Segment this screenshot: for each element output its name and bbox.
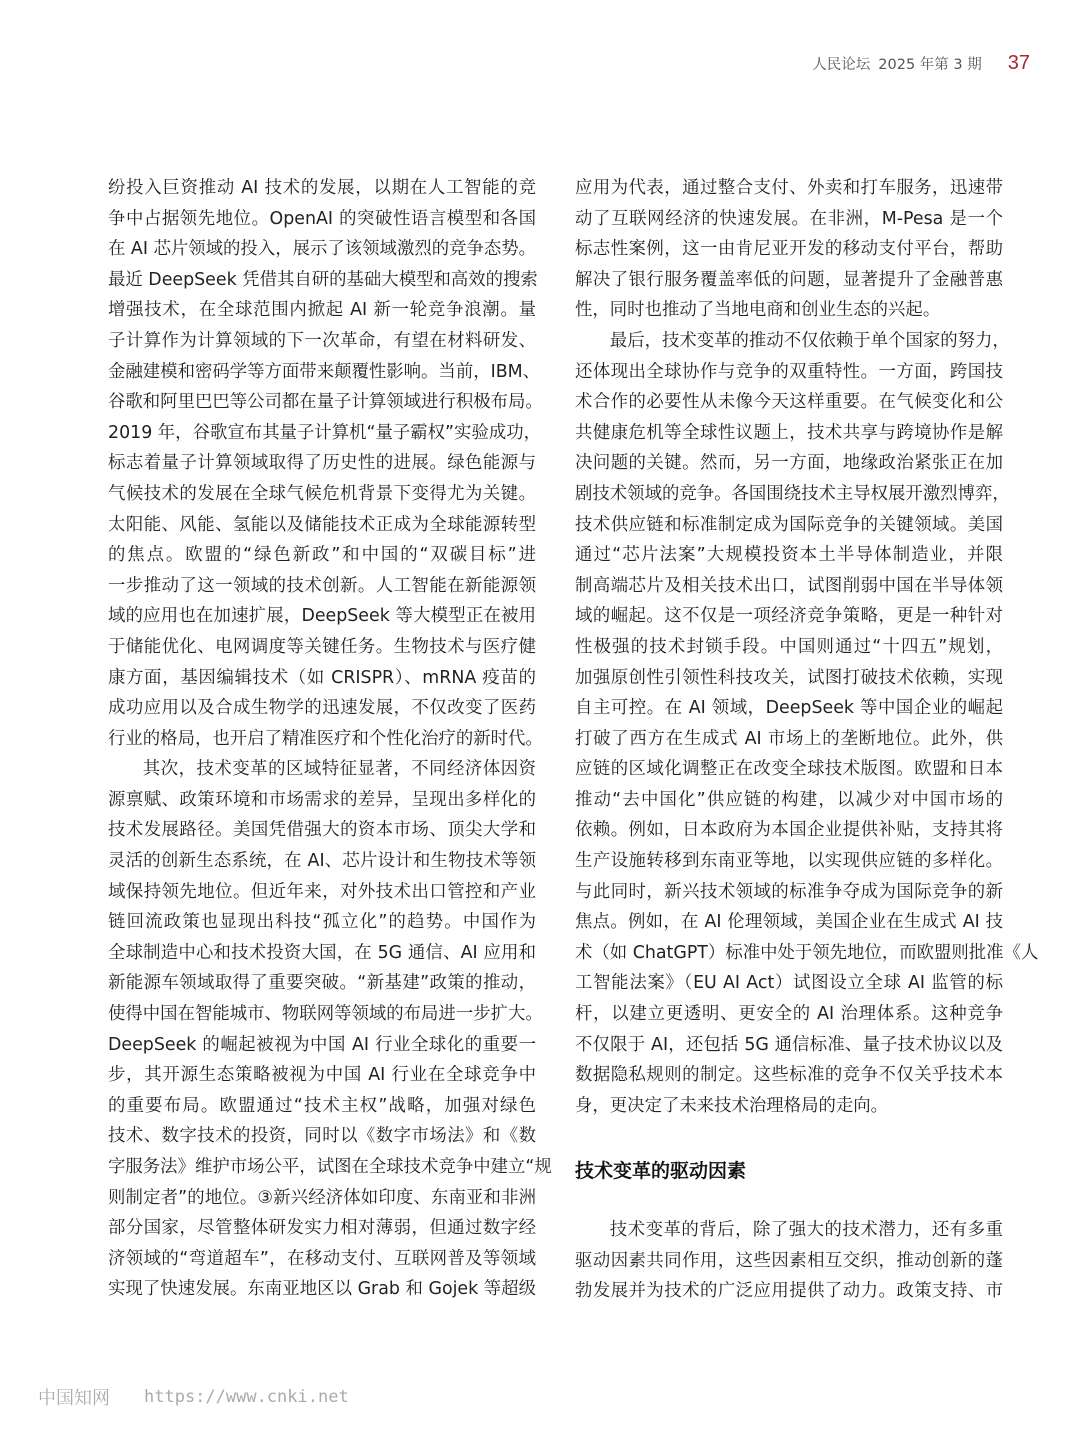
text-line: 应链的区域化调整正在改变全球技术版图。欧盟和日本: [575, 759, 1003, 780]
text-line: 最后，技术变革的推动不仅依赖于单个国家的努力，: [609, 330, 1010, 351]
text-line: 技术变革的背后，除了强大的技术潜力，还有多重: [609, 1220, 1003, 1240]
text-line: 推动“去中国化”供应链的构建，以减少对中国市场的: [575, 789, 1003, 810]
text-line: 决问题的关键。然而，另一方面，地缘政治紧张正在加: [575, 453, 1003, 474]
text-line: 字服务法》维护市场公平，试图在全球技术竞争中建立“规: [108, 1157, 552, 1177]
text-line: 的重要布局。欧盟通过“技术主权”战略，加强对绿色: [108, 1095, 536, 1116]
text-line: 剧技术领域的竞争。各国围绕技术主导权展开激烈博弈，: [575, 483, 1010, 504]
text-line: 子计算作为计算领域的下一次革命，有望在材料研发、: [108, 330, 536, 351]
text-line: 共健康危机等全球性议题上，技术共享与跨境协作是解: [575, 422, 1003, 443]
left-column: [108, 173, 552, 1305]
text-line: 金融建模和密码学等方面带来颠覆性影响。当前，IBM、: [108, 361, 541, 382]
text-line: 链回流政策也显现出科技“孤立化”的趋势。中国作为: [108, 912, 536, 933]
text-line: 术（如 ChatGPT）标准中处于领先地位，而欧盟则批准《人: [575, 942, 1039, 963]
text-line: 生产设施转移到东南亚等地，以实现供应链的多样化。: [575, 851, 1003, 872]
text-line: 部分国家，尽管整体研发实力相对薄弱，但通过数字经: [108, 1218, 536, 1239]
text-line: 济领域的“弯道超车”，在移动支付、互联网普及等领域: [108, 1248, 536, 1269]
text-line: 灵活的创新生态系统，在 AI、芯片设计和生物技术等领: [108, 851, 536, 872]
text-line: 康方面，基因编辑技术（如 CRISPR）、mRNA 疫苗的: [108, 667, 536, 688]
text-line: 技术发展路径。美国凭借强大的资本市场、顶尖大学和: [108, 820, 536, 841]
text-line: 使得中国在智能城市、物联网等领域的布局进一步扩大。: [108, 1004, 543, 1025]
page-number: 37: [1007, 52, 1030, 74]
text-line: 性极强的技术封锁手段。中国则通过“十四五”规划，: [575, 636, 1003, 657]
text-line: 术合作的必要性从未像今天这样重要。在气候变化和公: [575, 392, 1003, 413]
text-line: 制高端芯片及相关技术出口，试图削弱中国在半导体领: [575, 575, 1003, 596]
text-line: 杆，以建立更透明、更安全的 AI 治理体系。这种竞争: [575, 1004, 1003, 1025]
text-line: 实现了快速发展。东南亚地区以 Grab 和 Gojek 等超级: [108, 1279, 536, 1300]
footer-watermark: [38, 1384, 349, 1410]
text-line: 性，同时也推动了当地电商和创业生态的兴起。: [575, 300, 941, 321]
text-line: 太阳能、风能、氢能以及储能技术正成为全球能源转型: [108, 514, 536, 535]
text-line: 不仅限于 AI，还包括 5G 通信标准、量子技术协议以及: [575, 1034, 1003, 1055]
text-line: 成功应用以及合成生物学的迅速发展，不仅改变了医药: [108, 698, 536, 719]
text-line: 标志性案例，这一由肯尼亚开发的移动支付平台，帮助: [575, 239, 1003, 260]
text-line: 驱动因素共同作用，这些因素相互交织，推动创新的蓬: [575, 1250, 1003, 1271]
text-line: 动了互联网经济的快速发展。在非洲，M-Pesa 是一个: [575, 208, 1003, 229]
text-line: 与此同时，新兴技术领域的标准争夺成为国际竞争的新: [575, 881, 1003, 902]
text-line: 则制定者”的地位。③新兴经济体如印度、东南亚和非洲: [108, 1187, 536, 1208]
running-header: [812, 52, 1030, 75]
text-line: 一步推动了这一领域的技术创新。人工智能在新能源领: [108, 575, 536, 596]
text-line: 焦点。例如，在 AI 伦理领域，美国企业在生成式 AI 技: [575, 912, 1003, 933]
journal-name: 人民论坛: [812, 57, 871, 73]
section-body: [575, 1215, 1003, 1307]
text-line: 新能源车领域取得了重要突破。“新基建”政策的推动，: [108, 973, 536, 994]
text-line: 全球制造中心和技术投资大国，在 5G 通信、AI 应用和: [108, 942, 536, 963]
text-line: 身，更决定了未来技术治理格局的走向。: [575, 1095, 889, 1116]
text-line: 依赖。例如，日本政府为本国企业提供补贴，支持其将: [575, 820, 1003, 841]
text-line: 纷投入巨资推动 AI 技术的发展，以期在人工智能的竞: [108, 178, 536, 198]
text-line: 解决了银行服务覆盖率低的问题，显著提升了金融普惠: [575, 269, 1003, 290]
text-line: 步，其开源生态策略被视为中国 AI 行业在全球竞争中: [108, 1065, 536, 1086]
text-line: 工智能法案》（EU AI Act）试图设立全球 AI 监管的标: [575, 973, 1003, 994]
text-line: 在 AI 芯片领域的投入，展示了该领域激烈的竞争态势。: [108, 239, 537, 260]
text-line: 通过“芯片法案”大规模投资本土半导体制造业，并限: [575, 545, 1003, 566]
cnki-watermark: 中国知网: [38, 1388, 110, 1409]
text-line: 其次，技术变革的区域特征显著，不同经济体因资: [142, 759, 536, 780]
text-line: 自主可控。在 AI 领域，DeepSeek 等中国企业的崛起: [575, 698, 1003, 719]
text-line: 最近 DeepSeek 凭借其自研的基础大模型和高效的搜索: [108, 269, 538, 290]
text-line: 争中占据领先地位。OpenAI 的突破性语言模型和各国: [108, 208, 536, 229]
text-line: DeepSeek 的崛起被视为中国 AI 行业全球化的重要一: [108, 1034, 536, 1055]
text-line: 谷歌和阿里巴巴等公司都在量子计算领域进行积极布局。: [108, 392, 543, 413]
text-line: 域的应用也在加速扩展，DeepSeek 等大模型正在被用: [108, 606, 536, 627]
text-line: 技术、数字技术的投资，同时以《数字市场法》和《数: [108, 1126, 536, 1147]
cnki-url[interactable]: https://www.cnki.net: [144, 1387, 349, 1407]
text-line: 应用为代表，通过整合支付、外卖和打车服务，迅速带: [575, 178, 1003, 198]
text-line: 2019 年，谷歌宣布其量子计算机“量子霸权”实验成功，: [108, 422, 542, 443]
section-heading: 技术变革的驱动因素: [575, 1160, 747, 1182]
issue-label: 2025 年第 3 期: [878, 57, 982, 73]
text-line: 技术供应链和标准制定成为国际竞争的关键领域。美国: [575, 514, 1003, 535]
text-line: 源禀赋、政策环境和市场需求的差异，呈现出多样化的: [108, 789, 536, 810]
text-line: 还体现出全球协作与竞争的双重特性。一方面，跨国技: [575, 361, 1003, 382]
text-line: 域保持领先地位。但近年来，对外技术出口管控和产业: [108, 881, 536, 902]
text-line: 气候技术的发展在全球气候危机背景下变得尤为关键。: [108, 483, 536, 504]
text-line: 增强技术，在全球范围内掀起 AI 新一轮竞争浪潮。量: [108, 300, 536, 321]
text-line: 标志着量子计算领域取得了历史性的进展。绿色能源与: [108, 453, 536, 474]
text-line: 打破了西方在生成式 AI 市场上的垄断地位。此外，供: [575, 728, 1003, 749]
text-line: 加强原创性引领性科技攻关，试图打破技术依赖，实现: [575, 667, 1003, 688]
text-line: 于储能优化、电网调度等关键任务。生物技术与医疗健: [108, 636, 536, 657]
text-line: 的焦点。欧盟的“绿色新政”和中国的“双碳目标”进: [108, 545, 536, 566]
text-line: 域的崛起。这不仅是一项经济竞争策略，更是一种针对: [575, 606, 1003, 627]
text-line: 行业的格局，也开启了精准医疗和个性化治疗的新时代。: [108, 728, 543, 749]
right-column: [575, 173, 1039, 1121]
text-line: 数据隐私规则的制定。这些标准的竞争不仅关乎技术本: [575, 1065, 1003, 1086]
text-line: 勃发展并为技术的广泛应用提供了动力。政策支持、市: [575, 1281, 1003, 1302]
